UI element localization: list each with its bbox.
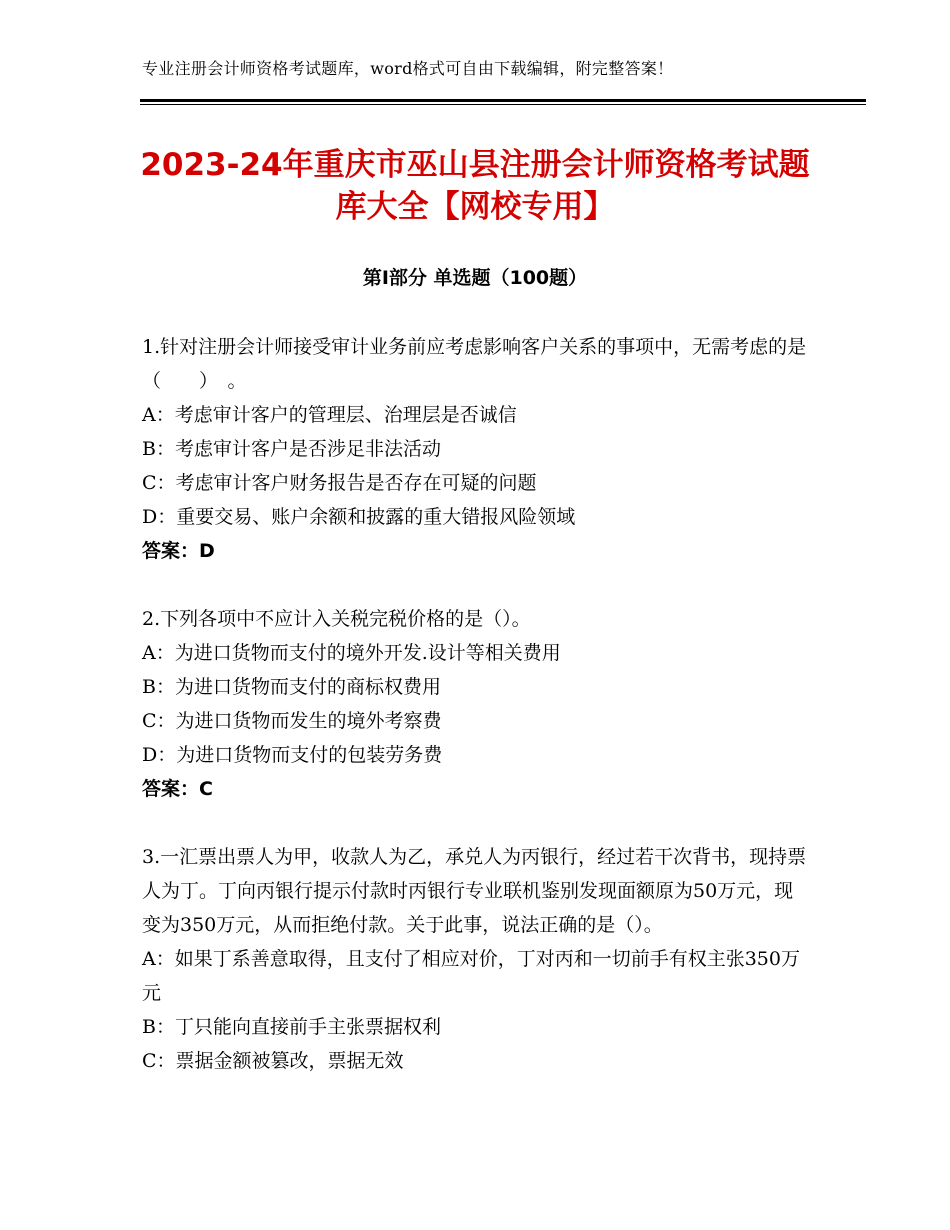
document-title: 2023-24年重庆市巫山县注册会计师资格考试题库大全【网校专用】 [140,147,810,225]
question-text: 1.针对注册会计师接受审计业务前应考虑影响客户关系的事项中，无需考虑的是（ ） 。 [142,336,807,392]
option-d: D：为进口货物而支付的包装劳务费 [142,744,443,766]
option-a: A：如果丁系善意取得，且支付了相应对价，丁对丙和一切前手有权主张350万元 [142,948,800,1004]
question-1 [142,330,812,568]
question-3 [142,840,812,1078]
header-rule-thin [140,104,866,105]
option-a: A：为进口货物而支付的境外开发.设计等相关费用 [142,642,561,664]
header-rule-thick [140,99,866,102]
option-a: A：考虑审计客户的管理层、治理层是否诚信 [142,404,517,426]
option-b: B：考虑审计客户是否涉足非法活动 [142,438,441,460]
answer: 答案：C [142,778,213,800]
option-b: B：丁只能向直接前手主张票据权利 [142,1016,441,1038]
option-c: C：考虑审计客户财务报告是否存在可疑的问题 [142,472,537,494]
option-c: C：票据金额被篡改，票据无效 [142,1050,404,1072]
question-text: 2.下列各项中不应计入关税完税价格的是（）。 [142,608,531,630]
option-c: C：为进口货物而发生的境外考察费 [142,710,442,732]
header-note: 专业注册会计师资格考试题库，word格式可自由下载编辑，附完整答案！ [142,59,674,78]
section-title: 第Ⅰ部分 单选题（100题） [362,267,588,289]
question-list [142,330,812,1112]
question-text: 3.一汇票出票人为甲，收款人为乙，承兑人为丙银行，经过若干次背书，现持票人为丁。丁向丙银行提示付款时丙银行专业联机鉴别发现面额原为50万元，现变为350万元，从而拒绝付款。关于此事，说法正确的是（）。 [142,846,807,936]
option-d: D：重要交易、账户余额和披露的重大错报风险领域 [142,506,576,528]
question-2 [142,602,812,806]
option-b: B：为进口货物而支付的商标权费用 [142,676,441,698]
answer: 答案：D [142,540,215,562]
